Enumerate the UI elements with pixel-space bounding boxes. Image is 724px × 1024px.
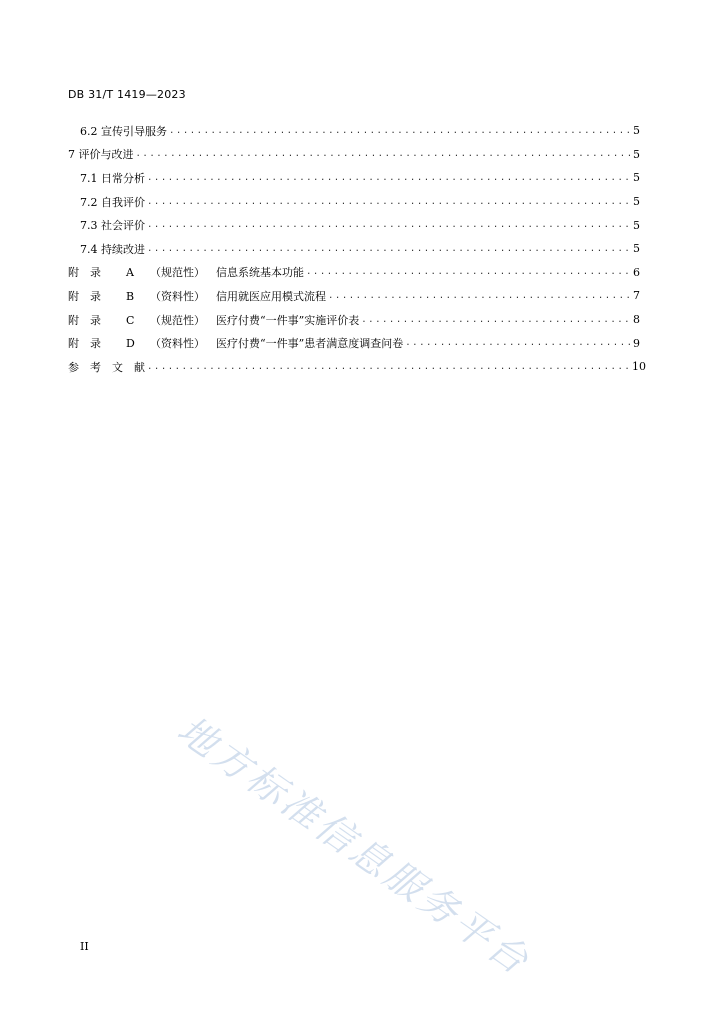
toc-annex-entry[interactable] (68, 284, 640, 308)
toc-entry-page: 5 (633, 242, 640, 256)
toc-leader-dots (169, 126, 630, 136)
toc-entry-page: 8 (633, 313, 640, 327)
toc-entry-page: 9 (633, 336, 640, 350)
annex-title: 信用就医应用模式流程 (216, 289, 326, 303)
toc-entry-page: 5 (633, 124, 640, 138)
table-of-contents (68, 119, 646, 379)
annex-type: （规范性） (150, 313, 205, 327)
toc-entry-page: 5 (633, 218, 640, 232)
annex-letter: A (126, 266, 134, 280)
toc-entry[interactable] (68, 190, 640, 214)
annex-type: （资料性） (150, 289, 205, 303)
toc-entry-title: 7.4 持续改进 (80, 242, 145, 256)
document-code-header: DB 31/T 1419—2023 (68, 88, 186, 101)
toc-leader-dots (405, 338, 630, 348)
annex-type: （规范性） (150, 266, 205, 280)
toc-annex-entry[interactable] (68, 331, 640, 355)
toc-annex-entry[interactable] (68, 308, 640, 332)
toc-leader-dots (147, 244, 630, 254)
toc-leader-dots (328, 291, 630, 301)
annex-letter: D (126, 337, 135, 351)
toc-entry-page: 5 (633, 195, 640, 209)
annex-label: 附 录 (68, 266, 101, 280)
toc-entry-page: 5 (633, 147, 640, 161)
references-label: 参 考 文 献 (68, 360, 145, 374)
toc-leader-dots (147, 197, 630, 207)
toc-entry[interactable] (68, 237, 640, 261)
toc-entry-page: 10 (632, 360, 646, 374)
annex-type: （资料性） (150, 337, 205, 351)
toc-leader-dots (306, 267, 630, 277)
toc-entry[interactable] (68, 119, 640, 143)
toc-entry[interactable] (68, 143, 640, 167)
watermark: 地方标准信息服务平台 (169, 707, 539, 985)
toc-leader-dots (147, 173, 630, 183)
toc-entry-page: 6 (633, 265, 640, 279)
page-number-footer: II (80, 940, 89, 953)
toc-leader-dots (147, 220, 630, 230)
toc-entry-title: 7.3 社会评价 (80, 219, 145, 233)
toc-entry-page: 5 (633, 171, 640, 185)
annex-label: 附 录 (68, 289, 101, 303)
annex-letter: B (126, 289, 135, 303)
annex-title: 医疗付费“一件事”患者满意度调查问卷 (216, 337, 404, 351)
toc-entry-title: 6.2 宣传引导服务 (80, 124, 167, 138)
toc-annex-entry[interactable] (68, 261, 640, 285)
annex-label: 附 录 (68, 313, 101, 327)
toc-references-entry[interactable] (68, 355, 646, 379)
toc-entry-title: 7 评价与改进 (68, 148, 134, 162)
annex-label: 附 录 (68, 337, 101, 351)
annex-title: 信息系统基本功能 (216, 266, 304, 280)
toc-leader-dots (136, 149, 631, 159)
toc-entry-title: 7.2 自我评价 (80, 195, 145, 209)
annex-title: 医疗付费“一件事”实施评价表 (216, 313, 360, 327)
annex-letter: C (126, 313, 135, 327)
toc-entry[interactable] (68, 166, 640, 190)
toc-entry-page: 7 (633, 289, 640, 303)
toc-leader-dots (361, 315, 630, 325)
toc-entry[interactable] (68, 213, 640, 237)
toc-leader-dots (147, 362, 630, 372)
toc-entry-title: 7.1 日常分析 (80, 171, 145, 185)
